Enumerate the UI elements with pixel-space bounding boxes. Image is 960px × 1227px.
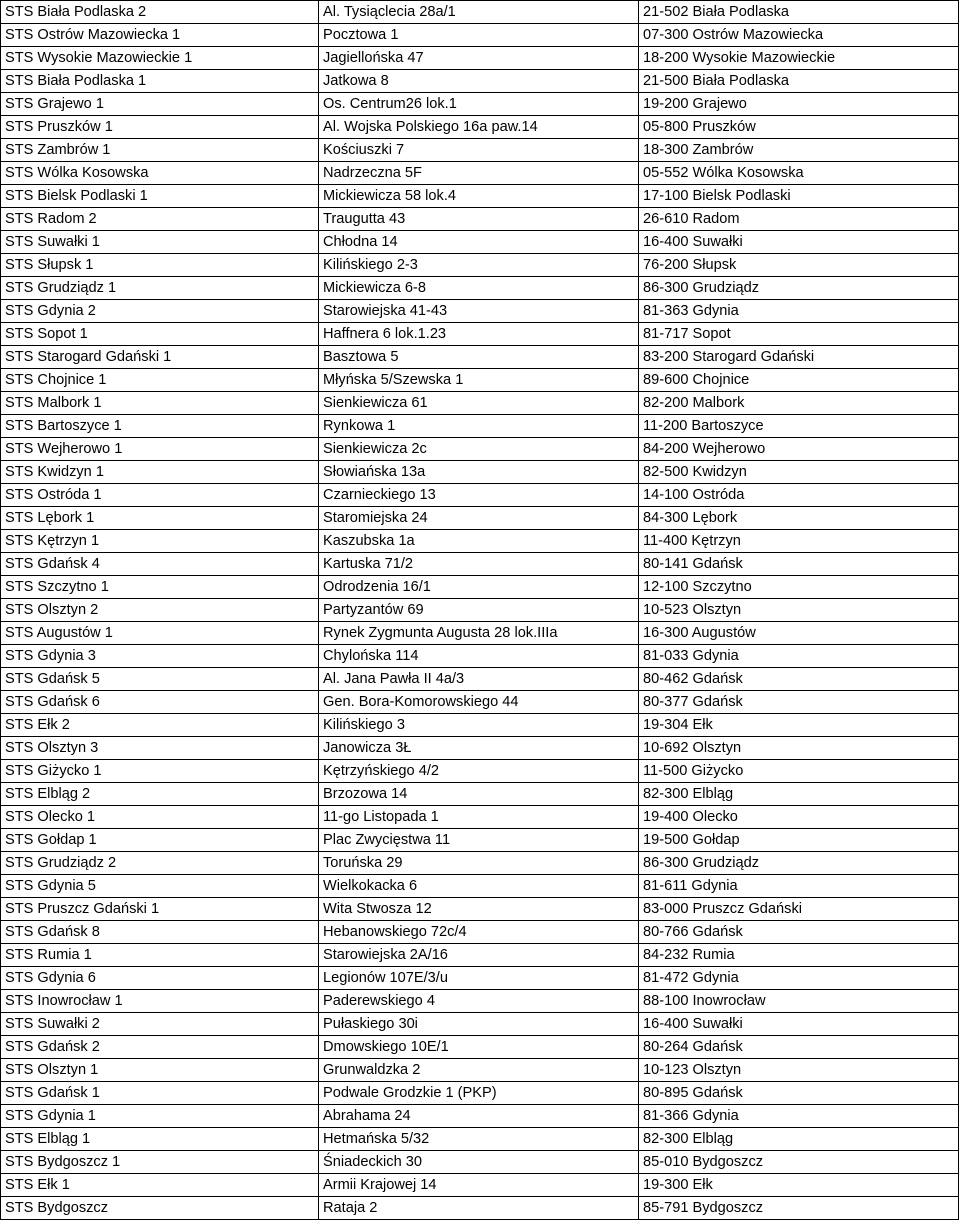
street-address-cell: Kilińskiego 3: [319, 714, 639, 737]
street-address-cell: Sienkiewicza 2c: [319, 438, 639, 461]
postal-city-cell: 05-552 Wólka Kosowska: [639, 162, 959, 185]
table-row: [1, 162, 959, 185]
street-address-cell: Kętrzyńskiego 4/2: [319, 760, 639, 783]
street-address-cell: Mickiewicza 58 lok.4: [319, 185, 639, 208]
postal-city-cell: 18-300 Zambrów: [639, 139, 959, 162]
table-row: [1, 944, 959, 967]
postal-city-cell: 19-300 Ełk: [639, 1174, 959, 1197]
postal-city-cell: 76-200 Słupsk: [639, 254, 959, 277]
location-name-cell: STS Malbork 1: [1, 392, 319, 415]
location-name-cell: STS Wejherowo 1: [1, 438, 319, 461]
table-row: [1, 208, 959, 231]
postal-city-cell: 16-400 Suwałki: [639, 231, 959, 254]
street-address-cell: Al. Tysiąclecia 28a/1: [319, 1, 639, 24]
street-address-cell: Starowiejska 2A/16: [319, 944, 639, 967]
table-row: [1, 461, 959, 484]
postal-city-cell: 83-200 Starogard Gdański: [639, 346, 959, 369]
table-row: [1, 691, 959, 714]
street-address-cell: Chylońska 114: [319, 645, 639, 668]
postal-city-cell: 21-500 Biała Podlaska: [639, 70, 959, 93]
location-name-cell: STS Biała Podlaska 1: [1, 70, 319, 93]
table-row: [1, 93, 959, 116]
table-row: [1, 300, 959, 323]
location-name-cell: STS Elbląg 1: [1, 1128, 319, 1151]
location-name-cell: STS Starogard Gdański 1: [1, 346, 319, 369]
table-row: [1, 185, 959, 208]
location-name-cell: STS Gdańsk 2: [1, 1036, 319, 1059]
location-name-cell: STS Suwałki 2: [1, 1013, 319, 1036]
location-name-cell: STS Gdańsk 4: [1, 553, 319, 576]
table-row: [1, 116, 959, 139]
location-name-cell: STS Ostrów Mazowiecka 1: [1, 24, 319, 47]
location-name-cell: STS Lębork 1: [1, 507, 319, 530]
postal-city-cell: 19-304 Ełk: [639, 714, 959, 737]
location-name-cell: STS Chojnice 1: [1, 369, 319, 392]
postal-city-cell: 80-895 Gdańsk: [639, 1082, 959, 1105]
location-name-cell: STS Bydgoszcz: [1, 1197, 319, 1220]
street-address-cell: Traugutta 43: [319, 208, 639, 231]
location-name-cell: STS Rumia 1: [1, 944, 319, 967]
location-name-cell: STS Gdynia 3: [1, 645, 319, 668]
table-row: [1, 484, 959, 507]
postal-city-cell: 81-363 Gdynia: [639, 300, 959, 323]
street-address-cell: Czarnieckiego 13: [319, 484, 639, 507]
location-name-cell: STS Bielsk Podlaski 1: [1, 185, 319, 208]
table-row: [1, 829, 959, 852]
postal-city-cell: 07-300 Ostrów Mazowiecka: [639, 24, 959, 47]
street-address-cell: Odrodzenia 16/1: [319, 576, 639, 599]
street-address-cell: Os. Centrum26 lok.1: [319, 93, 639, 116]
table-row: [1, 70, 959, 93]
postal-city-cell: 85-010 Bydgoszcz: [639, 1151, 959, 1174]
street-address-cell: Kilińskiego 2-3: [319, 254, 639, 277]
postal-city-cell: 05-800 Pruszków: [639, 116, 959, 139]
table-row: [1, 1105, 959, 1128]
table-row: [1, 24, 959, 47]
table-row: [1, 1128, 959, 1151]
table-row: [1, 507, 959, 530]
street-address-cell: Staromiejska 24: [319, 507, 639, 530]
postal-city-cell: 81-472 Gdynia: [639, 967, 959, 990]
location-name-cell: STS Kwidzyn 1: [1, 461, 319, 484]
table-row: [1, 714, 959, 737]
location-name-cell: STS Gdańsk 6: [1, 691, 319, 714]
location-name-cell: STS Gdynia 5: [1, 875, 319, 898]
table-row: [1, 1059, 959, 1082]
table-row: [1, 599, 959, 622]
street-address-cell: Starowiejska 41-43: [319, 300, 639, 323]
postal-city-cell: 82-300 Elbląg: [639, 783, 959, 806]
locations-table-body: [1, 1, 959, 1220]
table-row: [1, 415, 959, 438]
postal-city-cell: 10-123 Olsztyn: [639, 1059, 959, 1082]
postal-city-cell: 81-611 Gdynia: [639, 875, 959, 898]
street-address-cell: Janowicza 3Ł: [319, 737, 639, 760]
location-name-cell: STS Gdynia 2: [1, 300, 319, 323]
location-name-cell: STS Sopot 1: [1, 323, 319, 346]
location-name-cell: STS Szczytno 1: [1, 576, 319, 599]
postal-city-cell: 89-600 Chojnice: [639, 369, 959, 392]
street-address-cell: Kościuszki 7: [319, 139, 639, 162]
table-row: [1, 139, 959, 162]
table-row: [1, 737, 959, 760]
postal-city-cell: 80-377 Gdańsk: [639, 691, 959, 714]
location-name-cell: STS Inowrocław 1: [1, 990, 319, 1013]
postal-city-cell: 26-610 Radom: [639, 208, 959, 231]
postal-city-cell: 21-502 Biała Podlaska: [639, 1, 959, 24]
postal-city-cell: 81-717 Sopot: [639, 323, 959, 346]
street-address-cell: Al. Wojska Polskiego 16a paw.14: [319, 116, 639, 139]
table-row: [1, 1082, 959, 1105]
street-address-cell: Dmowskiego 10E/1: [319, 1036, 639, 1059]
street-address-cell: Basztowa 5: [319, 346, 639, 369]
street-address-cell: Partyzantów 69: [319, 599, 639, 622]
postal-city-cell: 16-400 Suwałki: [639, 1013, 959, 1036]
location-name-cell: STS Giżycko 1: [1, 760, 319, 783]
table-row: [1, 990, 959, 1013]
table-row: [1, 323, 959, 346]
location-name-cell: STS Biała Podlaska 2: [1, 1, 319, 24]
table-row: [1, 852, 959, 875]
postal-city-cell: 19-500 Gołdap: [639, 829, 959, 852]
street-address-cell: Gen. Bora-Komorowskiego 44: [319, 691, 639, 714]
location-name-cell: STS Gdańsk 8: [1, 921, 319, 944]
location-name-cell: STS Bartoszyce 1: [1, 415, 319, 438]
street-address-cell: Abrahama 24: [319, 1105, 639, 1128]
postal-city-cell: 11-500 Giżycko: [639, 760, 959, 783]
table-row: [1, 47, 959, 70]
location-name-cell: STS Olsztyn 3: [1, 737, 319, 760]
street-address-cell: Wita Stwosza 12: [319, 898, 639, 921]
location-name-cell: STS Słupsk 1: [1, 254, 319, 277]
postal-city-cell: 81-366 Gdynia: [639, 1105, 959, 1128]
street-address-cell: Pocztowa 1: [319, 24, 639, 47]
table-row: [1, 783, 959, 806]
table-row: [1, 346, 959, 369]
table-row: [1, 438, 959, 461]
postal-city-cell: 80-766 Gdańsk: [639, 921, 959, 944]
postal-city-cell: 85-791 Bydgoszcz: [639, 1197, 959, 1220]
street-address-cell: Hetmańska 5/32: [319, 1128, 639, 1151]
postal-city-cell: 82-200 Malbork: [639, 392, 959, 415]
street-address-cell: Jatkowa 8: [319, 70, 639, 93]
postal-city-cell: 84-200 Wejherowo: [639, 438, 959, 461]
location-name-cell: STS Olecko 1: [1, 806, 319, 829]
postal-city-cell: 11-400 Kętrzyn: [639, 530, 959, 553]
postal-city-cell: 19-200 Grajewo: [639, 93, 959, 116]
postal-city-cell: 82-300 Elbląg: [639, 1128, 959, 1151]
postal-city-cell: 10-692 Olsztyn: [639, 737, 959, 760]
postal-city-cell: 86-300 Grudziądz: [639, 277, 959, 300]
postal-city-cell: 80-264 Gdańsk: [639, 1036, 959, 1059]
street-address-cell: Armii Krajowej 14: [319, 1174, 639, 1197]
street-address-cell: Rataja 2: [319, 1197, 639, 1220]
table-row: [1, 875, 959, 898]
table-row: [1, 668, 959, 691]
street-address-cell: Kartuska 71/2: [319, 553, 639, 576]
street-address-cell: Hebanowskiego 72c/4: [319, 921, 639, 944]
street-address-cell: Śniadeckich 30: [319, 1151, 639, 1174]
location-name-cell: STS Augustów 1: [1, 622, 319, 645]
location-name-cell: STS Radom 2: [1, 208, 319, 231]
street-address-cell: Kaszubska 1a: [319, 530, 639, 553]
street-address-cell: Chłodna 14: [319, 231, 639, 254]
location-name-cell: STS Kętrzyn 1: [1, 530, 319, 553]
location-name-cell: STS Wysokie Mazowieckie 1: [1, 47, 319, 70]
postal-city-cell: 10-523 Olsztyn: [639, 599, 959, 622]
street-address-cell: Młyńska 5/Szewska 1: [319, 369, 639, 392]
table-row: [1, 645, 959, 668]
location-name-cell: STS Gołdap 1: [1, 829, 319, 852]
location-name-cell: STS Gdańsk 5: [1, 668, 319, 691]
location-name-cell: STS Grudziądz 1: [1, 277, 319, 300]
location-name-cell: STS Grajewo 1: [1, 93, 319, 116]
table-row: [1, 622, 959, 645]
street-address-cell: Legionów 107E/3/u: [319, 967, 639, 990]
postal-city-cell: 80-141 Gdańsk: [639, 553, 959, 576]
postal-city-cell: 14-100 Ostróda: [639, 484, 959, 507]
table-row: [1, 369, 959, 392]
table-row: [1, 254, 959, 277]
street-address-cell: Haffnera 6 lok.1.23: [319, 323, 639, 346]
table-row: [1, 530, 959, 553]
table-row: [1, 967, 959, 990]
table-row: [1, 1151, 959, 1174]
postal-city-cell: 17-100 Bielsk Podlaski: [639, 185, 959, 208]
street-address-cell: Słowiańska 13a: [319, 461, 639, 484]
postal-city-cell: 88-100 Inowrocław: [639, 990, 959, 1013]
street-address-cell: Al. Jana Pawła II 4a/3: [319, 668, 639, 691]
table-row: [1, 1, 959, 24]
postal-city-cell: 86-300 Grudziądz: [639, 852, 959, 875]
street-address-cell: Rynek Zygmunta Augusta 28 lok.IIIa: [319, 622, 639, 645]
table-row: [1, 1197, 959, 1220]
street-address-cell: Podwale Grodzkie 1 (PKP): [319, 1082, 639, 1105]
table-row: [1, 392, 959, 415]
location-name-cell: STS Gdynia 1: [1, 1105, 319, 1128]
table-row: [1, 921, 959, 944]
location-name-cell: STS Grudziądz 2: [1, 852, 319, 875]
location-name-cell: STS Gdynia 6: [1, 967, 319, 990]
location-name-cell: STS Suwałki 1: [1, 231, 319, 254]
street-address-cell: Brzozowa 14: [319, 783, 639, 806]
postal-city-cell: 80-462 Gdańsk: [639, 668, 959, 691]
postal-city-cell: 11-200 Bartoszyce: [639, 415, 959, 438]
table-row: [1, 231, 959, 254]
postal-city-cell: 16-300 Augustów: [639, 622, 959, 645]
table-row: [1, 1036, 959, 1059]
street-address-cell: Paderewskiego 4: [319, 990, 639, 1013]
street-address-cell: Nadrzeczna 5F: [319, 162, 639, 185]
street-address-cell: 11-go Listopada 1: [319, 806, 639, 829]
street-address-cell: Pułaskiego 30i: [319, 1013, 639, 1036]
table-row: [1, 760, 959, 783]
location-name-cell: STS Zambrów 1: [1, 139, 319, 162]
table-row: [1, 576, 959, 599]
street-address-cell: Toruńska 29: [319, 852, 639, 875]
postal-city-cell: 82-500 Kwidzyn: [639, 461, 959, 484]
location-name-cell: STS Bydgoszcz 1: [1, 1151, 319, 1174]
table-row: [1, 553, 959, 576]
table-row: [1, 898, 959, 921]
location-name-cell: STS Ełk 2: [1, 714, 319, 737]
table-row: [1, 277, 959, 300]
postal-city-cell: 84-300 Lębork: [639, 507, 959, 530]
postal-city-cell: 19-400 Olecko: [639, 806, 959, 829]
location-name-cell: STS Olsztyn 2: [1, 599, 319, 622]
location-name-cell: STS Wólka Kosowska: [1, 162, 319, 185]
location-name-cell: STS Pruszków 1: [1, 116, 319, 139]
table-row: [1, 1174, 959, 1197]
postal-city-cell: 81-033 Gdynia: [639, 645, 959, 668]
street-address-cell: Plac Zwycięstwa 11: [319, 829, 639, 852]
postal-city-cell: 84-232 Rumia: [639, 944, 959, 967]
location-name-cell: STS Olsztyn 1: [1, 1059, 319, 1082]
street-address-cell: Rynkowa 1: [319, 415, 639, 438]
location-name-cell: STS Gdańsk 1: [1, 1082, 319, 1105]
postal-city-cell: 83-000 Pruszcz Gdański: [639, 898, 959, 921]
location-name-cell: STS Elbląg 2: [1, 783, 319, 806]
table-row: [1, 1013, 959, 1036]
location-name-cell: STS Pruszcz Gdański 1: [1, 898, 319, 921]
street-address-cell: Wielkokacka 6: [319, 875, 639, 898]
street-address-cell: Sienkiewicza 61: [319, 392, 639, 415]
postal-city-cell: 12-100 Szczytno: [639, 576, 959, 599]
postal-city-cell: 18-200 Wysokie Mazowieckie: [639, 47, 959, 70]
street-address-cell: Grunwaldzka 2: [319, 1059, 639, 1082]
table-row: [1, 806, 959, 829]
location-name-cell: STS Ostróda 1: [1, 484, 319, 507]
location-name-cell: STS Ełk 1: [1, 1174, 319, 1197]
street-address-cell: Mickiewicza 6-8: [319, 277, 639, 300]
street-address-cell: Jagiellońska 47: [319, 47, 639, 70]
